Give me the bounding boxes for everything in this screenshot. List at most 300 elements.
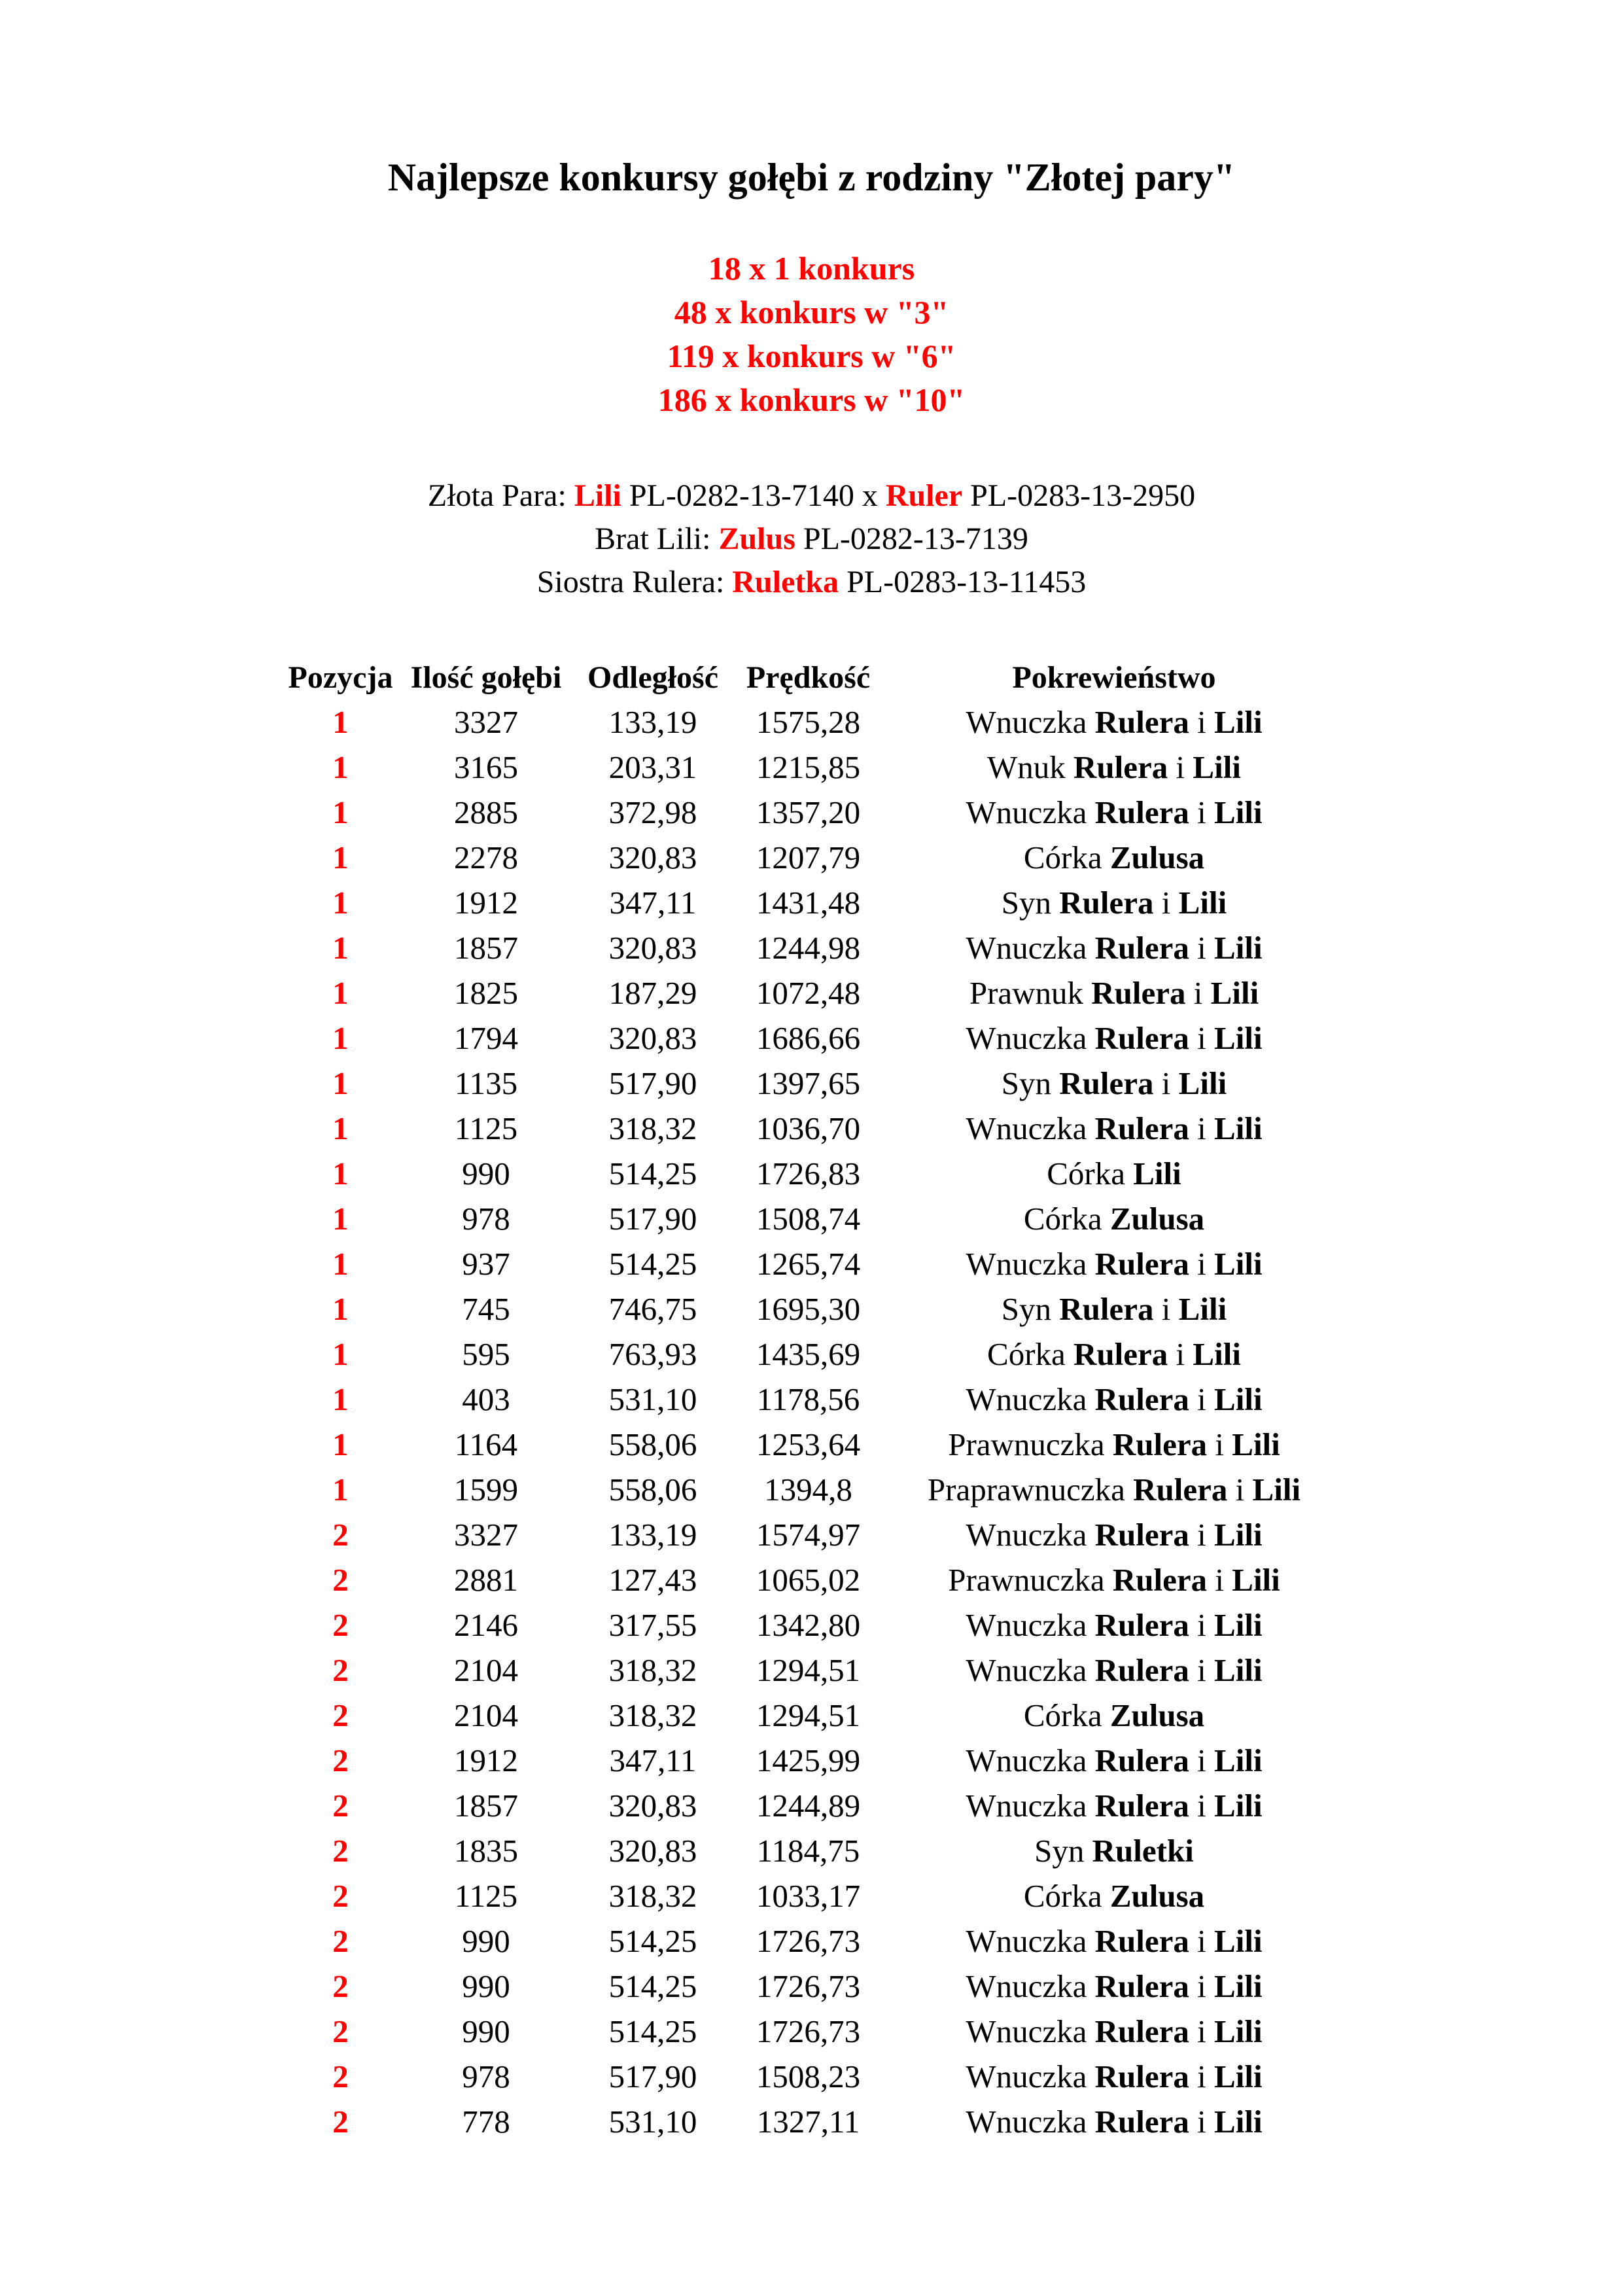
distance-cell: 127,43 xyxy=(608,1562,697,1598)
count-cell: 937 xyxy=(462,1246,510,1282)
count-cell: 1125 xyxy=(454,1878,518,1914)
kinship-cell xyxy=(885,1241,1343,1286)
count-cell: 1794 xyxy=(454,1020,518,1056)
speed-cell: 1435,69 xyxy=(756,1336,861,1372)
pozycja-cell: 1 xyxy=(332,1426,349,1462)
distance-cell: 347,11 xyxy=(609,1742,697,1778)
distance-cell: 320,83 xyxy=(608,1020,697,1056)
pigeon-name: Ruler xyxy=(885,478,963,513)
speed-cell: 1575,28 xyxy=(756,704,861,740)
pozycja-cell: 2 xyxy=(332,2013,349,2049)
distance-cell: 372,98 xyxy=(608,794,697,830)
kinship-joiner: i xyxy=(1189,1607,1215,1643)
pigeon-name: Rulera xyxy=(1094,930,1189,966)
table-row xyxy=(283,970,1343,1016)
table-row xyxy=(283,790,1343,835)
kinship-prefix: Wnuk xyxy=(987,749,1074,785)
speed-cell: 1072,48 xyxy=(756,975,861,1011)
kinship-cell xyxy=(885,1106,1343,1151)
distance-cell: 558,06 xyxy=(608,1472,697,1508)
distance-cell: 558,06 xyxy=(608,1426,697,1462)
count-cell: 2885 xyxy=(454,794,518,830)
table-row xyxy=(283,1738,1343,1783)
stat-line: 18 x 1 konkurs xyxy=(708,250,915,287)
count-cell: 2278 xyxy=(454,839,518,875)
table-row xyxy=(283,1016,1343,1061)
kinship-cell xyxy=(885,1286,1343,1332)
kinship-cell xyxy=(885,1873,1343,1918)
pigeon-name: Rulera xyxy=(1094,2013,1189,2049)
pigeon-name: Lili xyxy=(1232,1426,1280,1462)
pigeon-name: Ruletki xyxy=(1092,1833,1194,1869)
kinship-joiner: i xyxy=(1153,1291,1179,1327)
speed-cell: 1244,98 xyxy=(756,930,861,966)
speed-cell: 1033,17 xyxy=(756,1878,861,1914)
pigeon-name: Lili xyxy=(1214,1517,1263,1553)
kinship-joiner: i xyxy=(1189,1517,1215,1553)
pigeon-name: Ruletka xyxy=(732,565,839,599)
kinship-joiner: i xyxy=(1189,1923,1215,1959)
pigeon-name: Rulera xyxy=(1059,885,1154,921)
distance-cell: 514,25 xyxy=(608,1246,697,1282)
distance-cell: 318,32 xyxy=(608,1652,697,1688)
distance-cell: 133,19 xyxy=(608,704,697,740)
family-line-text: Siostra Rulera: xyxy=(536,565,733,599)
count-cell: 1857 xyxy=(454,930,518,966)
stat-line: 119 x konkurs w "6" xyxy=(667,338,956,374)
kinship-prefix: Wnuczka xyxy=(966,1968,1095,2004)
kinship-joiner: i xyxy=(1189,2013,1215,2049)
kinship-joiner: i xyxy=(1189,794,1215,830)
kinship-prefix: Córka xyxy=(1023,1878,1110,1914)
distance-cell: 320,83 xyxy=(608,1833,697,1869)
count-cell: 595 xyxy=(462,1336,510,1372)
pigeon-name: Rulera xyxy=(1094,2104,1189,2140)
kinship-cell xyxy=(885,699,1343,745)
pozycja-cell: 1 xyxy=(332,1246,349,1282)
pigeon-name: Rulera xyxy=(1094,794,1189,830)
pozycja-cell: 1 xyxy=(332,885,349,921)
pigeon-name: Lili xyxy=(1214,2104,1263,2140)
kinship-prefix: Córka xyxy=(1023,1697,1110,1733)
pozycja-cell: 2 xyxy=(332,1652,349,1688)
kinship-prefix: Córka xyxy=(1023,839,1110,875)
pozycja-cell: 2 xyxy=(332,2104,349,2140)
table-row xyxy=(283,1151,1343,1196)
speed-cell: 1253,64 xyxy=(756,1426,861,1462)
table-row xyxy=(283,1377,1343,1422)
kinship-prefix: Córka xyxy=(1023,1201,1110,1237)
speed-cell: 1184,75 xyxy=(756,1833,860,1869)
pigeon-name: Rulera xyxy=(1094,1923,1189,1959)
kinship-cell xyxy=(885,2099,1343,2144)
pigeon-name: Rulera xyxy=(1094,1381,1189,1417)
pigeon-name: Zulusa xyxy=(1109,1878,1205,1914)
count-cell: 2104 xyxy=(454,1697,518,1733)
table-row xyxy=(283,1828,1343,1873)
distance-cell: 318,32 xyxy=(608,1110,697,1146)
pigeon-name: Rulera xyxy=(1094,1968,1189,2004)
kinship-cell xyxy=(885,2054,1343,2099)
kinship-cell xyxy=(885,1332,1343,1377)
speed-cell: 1207,79 xyxy=(756,839,861,875)
speed-cell: 1294,51 xyxy=(756,1652,861,1688)
kinship-prefix: Wnuczka xyxy=(966,930,1095,966)
pigeon-name: Zulus xyxy=(718,521,795,556)
pigeon-name: Rulera xyxy=(1133,1472,1228,1508)
pozycja-cell: 2 xyxy=(332,1742,349,1778)
speed-cell: 1265,74 xyxy=(756,1246,861,1282)
kinship-cell xyxy=(885,1557,1343,1602)
pigeon-name: Lili xyxy=(1214,1652,1263,1688)
pigeon-name: Lili xyxy=(1214,1246,1263,1282)
kinship-cell xyxy=(885,2009,1343,2054)
count-cell: 778 xyxy=(462,2104,510,2140)
pigeon-name: Lili xyxy=(1133,1156,1181,1192)
distance-cell: 517,90 xyxy=(608,1201,697,1237)
table-row xyxy=(283,1286,1343,1332)
count-cell: 1164 xyxy=(454,1426,518,1462)
pigeon-name: Lili xyxy=(1252,1472,1301,1508)
speed-cell: 1508,74 xyxy=(756,1201,861,1237)
pigeon-name: Rulera xyxy=(1094,704,1189,740)
kinship-cell xyxy=(885,1693,1343,1738)
speed-cell: 1726,73 xyxy=(756,1923,861,1959)
distance-cell: 320,83 xyxy=(608,839,697,875)
kinship-joiner: i xyxy=(1189,1652,1215,1688)
distance-cell: 514,25 xyxy=(608,1923,697,1959)
pigeon-name: Lili xyxy=(1193,749,1241,785)
distance-cell: 514,25 xyxy=(608,1156,697,1192)
pozycja-cell: 1 xyxy=(332,794,349,830)
count-cell: 1912 xyxy=(454,885,518,921)
col-header-predkosc: Prędkość xyxy=(746,660,871,695)
pozycja-cell: 1 xyxy=(332,1201,349,1237)
distance-cell: 317,55 xyxy=(608,1607,697,1643)
pigeon-name: Lili xyxy=(574,478,621,513)
distance-cell: 531,10 xyxy=(608,1381,697,1417)
results-table-header xyxy=(283,655,1343,699)
count-cell: 1835 xyxy=(454,1833,518,1869)
kinship-prefix: Syn xyxy=(1034,1833,1092,1869)
kinship-prefix: Córka xyxy=(1047,1156,1134,1192)
pozycja-cell: 1 xyxy=(332,930,349,966)
distance-cell: 517,90 xyxy=(608,2058,697,2094)
pigeon-name: Rulera xyxy=(1091,975,1186,1011)
pigeon-name: Rulera xyxy=(1094,1246,1189,1282)
pigeon-name: Rulera xyxy=(1094,1020,1189,1056)
pigeon-name: Zulusa xyxy=(1109,1201,1205,1237)
speed-cell: 1695,30 xyxy=(756,1291,861,1327)
pigeon-name: Lili xyxy=(1214,930,1263,966)
count-cell: 990 xyxy=(462,1156,510,1192)
kinship-joiner: i xyxy=(1207,1426,1232,1462)
pigeon-name: Lili xyxy=(1214,2058,1263,2094)
count-cell: 1125 xyxy=(454,1110,518,1146)
table-row xyxy=(283,1783,1343,1828)
speed-cell: 1178,56 xyxy=(756,1381,860,1417)
distance-cell: 320,83 xyxy=(608,930,697,966)
pigeon-name: Rulera xyxy=(1094,1110,1189,1146)
family-line-text: PL-0282-13-7139 xyxy=(795,521,1028,556)
distance-cell: 318,32 xyxy=(608,1697,697,1733)
kinship-cell xyxy=(885,1422,1343,1467)
pigeon-name: Rulera xyxy=(1112,1562,1208,1598)
kinship-joiner: i xyxy=(1189,704,1215,740)
kinship-prefix: Prawnuczka xyxy=(948,1426,1113,1462)
pigeon-name: Rulera xyxy=(1059,1291,1154,1327)
kinship-cell xyxy=(885,1738,1343,1783)
kinship-joiner: i xyxy=(1227,1472,1253,1508)
distance-cell: 347,11 xyxy=(609,885,697,921)
distance-cell: 763,93 xyxy=(608,1336,697,1372)
results-table xyxy=(283,655,1343,2144)
pozycja-cell: 1 xyxy=(332,749,349,785)
kinship-prefix: Wnuczka xyxy=(966,2104,1095,2140)
distance-cell: 318,32 xyxy=(608,1878,697,1914)
count-cell: 3327 xyxy=(454,704,518,740)
distance-cell: 203,31 xyxy=(608,749,697,785)
count-cell: 745 xyxy=(462,1291,510,1327)
kinship-prefix: Wnuczka xyxy=(966,1110,1095,1146)
table-row xyxy=(283,1602,1343,1648)
count-cell: 990 xyxy=(462,1923,510,1959)
results-tbody xyxy=(283,699,1343,2144)
distance-cell: 746,75 xyxy=(608,1291,697,1327)
pozycja-cell: 2 xyxy=(332,1607,349,1643)
kinship-joiner: i xyxy=(1207,1562,1232,1598)
speed-cell: 1394,8 xyxy=(764,1472,852,1508)
kinship-joiner: i xyxy=(1189,1020,1215,1056)
pigeon-name: Lili xyxy=(1214,1968,1263,2004)
kinship-cell xyxy=(885,1151,1343,1196)
contest-stats xyxy=(0,247,1623,422)
family-line-text: Złota Para: xyxy=(427,478,574,513)
kinship-prefix: Wnuczka xyxy=(966,1246,1095,1282)
pigeon-name: Rulera xyxy=(1059,1065,1154,1101)
kinship-prefix: Praprawnuczka xyxy=(927,1472,1134,1508)
table-row xyxy=(283,699,1343,745)
kinship-cell xyxy=(885,1918,1343,1964)
kinship-joiner: i xyxy=(1189,1788,1215,1824)
family-line xyxy=(0,561,1623,604)
family-line xyxy=(0,518,1623,561)
table-row xyxy=(283,1422,1343,1467)
pigeon-name: Lili xyxy=(1178,885,1227,921)
kinship-prefix: Syn xyxy=(1001,1291,1060,1327)
kinship-joiner: i xyxy=(1168,1336,1193,1372)
pigeon-name: Rulera xyxy=(1094,1517,1189,1553)
pozycja-cell: 2 xyxy=(332,1923,349,1959)
table-row xyxy=(283,1964,1343,2009)
pozycja-cell: 1 xyxy=(332,1020,349,1056)
family-line xyxy=(0,474,1623,518)
kinship-prefix: Wnuczka xyxy=(966,1020,1095,1056)
kinship-joiner: i xyxy=(1189,1742,1215,1778)
count-cell: 1135 xyxy=(454,1065,518,1101)
kinship-joiner: i xyxy=(1189,1381,1215,1417)
table-row xyxy=(283,745,1343,790)
table-row xyxy=(283,1557,1343,1602)
kinship-joiner: i xyxy=(1189,930,1215,966)
table-row xyxy=(283,1693,1343,1738)
pozycja-cell: 1 xyxy=(332,1336,349,1372)
speed-cell: 1294,51 xyxy=(756,1697,861,1733)
count-cell: 978 xyxy=(462,2058,510,2094)
count-cell: 1857 xyxy=(454,1788,518,1824)
pigeon-name: Rulera xyxy=(1094,1742,1189,1778)
distance-cell: 187,29 xyxy=(608,975,697,1011)
kinship-joiner: i xyxy=(1189,2104,1215,2140)
pigeon-name: Zulusa xyxy=(1109,1697,1205,1733)
pozycja-cell: 1 xyxy=(332,1065,349,1101)
pozycja-cell: 1 xyxy=(332,839,349,875)
stat-line: 186 x konkurs w "10" xyxy=(657,381,966,418)
count-cell: 3327 xyxy=(454,1517,518,1553)
kinship-prefix: Wnuczka xyxy=(966,2058,1095,2094)
table-row xyxy=(283,1648,1343,1693)
kinship-prefix: Wnuczka xyxy=(966,1381,1095,1417)
table-row xyxy=(283,1873,1343,1918)
kinship-cell xyxy=(885,835,1343,880)
kinship-joiner: i xyxy=(1168,749,1193,785)
kinship-prefix: Wnuczka xyxy=(966,1742,1095,1778)
pigeon-name: Rulera xyxy=(1094,2058,1189,2094)
table-row xyxy=(283,1918,1343,1964)
kinship-prefix: Wnuczka xyxy=(966,2013,1095,2049)
pigeon-name: Lili xyxy=(1214,1788,1263,1824)
kinship-cell xyxy=(885,925,1343,970)
count-cell: 1825 xyxy=(454,975,518,1011)
kinship-prefix: Wnuczka xyxy=(966,1517,1095,1553)
count-cell: 978 xyxy=(462,1201,510,1237)
pigeon-name: Zulusa xyxy=(1109,839,1205,875)
count-cell: 3165 xyxy=(454,749,518,785)
distance-cell: 531,10 xyxy=(608,2104,697,2140)
speed-cell: 1726,73 xyxy=(756,2013,861,2049)
pozycja-cell: 1 xyxy=(332,1381,349,1417)
pozycja-cell: 2 xyxy=(332,1697,349,1733)
pozycja-cell: 2 xyxy=(332,1517,349,1553)
distance-cell: 514,25 xyxy=(608,1968,697,2004)
table-row xyxy=(283,2099,1343,2144)
kinship-joiner: i xyxy=(1189,1110,1215,1146)
pozycja-cell: 1 xyxy=(332,1156,349,1192)
speed-cell: 1508,23 xyxy=(756,2058,861,2094)
pozycja-cell: 2 xyxy=(332,1788,349,1824)
page-title: Najlepsze konkursy gołębi z rodziny "Złotej pary" xyxy=(387,156,1236,199)
family-lines xyxy=(0,474,1623,604)
pozycja-cell: 1 xyxy=(332,704,349,740)
pigeon-name: Lili xyxy=(1214,1110,1263,1146)
family-line-text: PL-0282-13-7140 x xyxy=(621,478,886,513)
col-header-pokrewienstwo: Pokrewieństwo xyxy=(1012,660,1216,695)
speed-cell: 1726,73 xyxy=(756,1968,861,2004)
pozycja-cell: 2 xyxy=(332,1562,349,1598)
header-row xyxy=(283,655,1343,699)
table-row xyxy=(283,1061,1343,1106)
pigeon-name: Lili xyxy=(1214,2013,1263,2049)
speed-cell: 1342,80 xyxy=(756,1607,861,1643)
count-cell: 2881 xyxy=(454,1562,518,1598)
kinship-prefix: Wnuczka xyxy=(966,704,1095,740)
table-row xyxy=(283,1241,1343,1286)
pigeon-name: Lili xyxy=(1214,1607,1263,1643)
stat-line: 48 x konkurs w "3" xyxy=(674,294,949,330)
pigeon-name: Rulera xyxy=(1073,749,1168,785)
count-cell: 403 xyxy=(462,1381,510,1417)
kinship-prefix: Wnuczka xyxy=(966,1607,1095,1643)
table-row xyxy=(283,2009,1343,2054)
pigeon-name: Lili xyxy=(1193,1336,1241,1372)
family-line-text: Brat Lili: xyxy=(595,521,719,556)
kinship-cell xyxy=(885,880,1343,925)
kinship-joiner: i xyxy=(1189,1968,1215,2004)
pigeon-name: Lili xyxy=(1214,1381,1263,1417)
pigeon-name: Lili xyxy=(1214,1020,1263,1056)
speed-cell: 1686,66 xyxy=(756,1020,861,1056)
kinship-cell xyxy=(885,790,1343,835)
pigeon-name: Lili xyxy=(1210,975,1259,1011)
kinship-joiner: i xyxy=(1153,1065,1179,1101)
kinship-cell xyxy=(885,1648,1343,1693)
col-header-pozycja: Pozycja xyxy=(288,660,393,695)
kinship-prefix: Wnuczka xyxy=(966,1652,1095,1688)
table-row xyxy=(283,1467,1343,1512)
kinship-cell xyxy=(885,745,1343,790)
kinship-prefix: Wnuczka xyxy=(966,794,1095,830)
pigeon-name: Lili xyxy=(1214,1742,1263,1778)
col-header-odleglosc: Odległość xyxy=(587,660,718,695)
table-row xyxy=(283,1332,1343,1377)
pozycja-cell: 2 xyxy=(332,1878,349,1914)
table-row xyxy=(283,835,1343,880)
speed-cell: 1357,20 xyxy=(756,794,861,830)
pigeon-name: Lili xyxy=(1232,1562,1280,1598)
table-row xyxy=(283,2054,1343,2099)
kinship-joiner: i xyxy=(1189,2058,1215,2094)
kinship-prefix: Wnuczka xyxy=(966,1923,1095,1959)
count-cell: 990 xyxy=(462,1968,510,2004)
kinship-cell xyxy=(885,1016,1343,1061)
speed-cell: 1327,11 xyxy=(756,2104,860,2140)
table-row xyxy=(283,1106,1343,1151)
kinship-cell xyxy=(885,1783,1343,1828)
pigeon-name: Rulera xyxy=(1094,1788,1189,1824)
speed-cell: 1215,85 xyxy=(756,749,861,785)
count-cell: 1912 xyxy=(454,1742,518,1778)
family-line-text: PL-0283-13-2950 xyxy=(962,478,1196,513)
pozycja-cell: 1 xyxy=(332,1291,349,1327)
kinship-cell xyxy=(885,1964,1343,2009)
distance-cell: 517,90 xyxy=(608,1065,697,1101)
count-cell: 990 xyxy=(462,2013,510,2049)
kinship-joiner: i xyxy=(1153,885,1179,921)
kinship-cell xyxy=(885,970,1343,1016)
pozycja-cell: 1 xyxy=(332,1472,349,1508)
kinship-cell xyxy=(885,1828,1343,1873)
kinship-cell xyxy=(885,1467,1343,1512)
pigeon-name: Lili xyxy=(1178,1065,1227,1101)
family-line-text: PL-0283-13-11453 xyxy=(839,565,1087,599)
speed-cell: 1425,99 xyxy=(756,1742,861,1778)
pozycja-cell: 2 xyxy=(332,1833,349,1869)
pigeon-name: Lili xyxy=(1178,1291,1227,1327)
pigeon-name: Rulera xyxy=(1112,1426,1208,1462)
pozycja-cell: 1 xyxy=(332,1110,349,1146)
kinship-prefix: Prawnuczka xyxy=(948,1562,1113,1598)
speed-cell: 1431,48 xyxy=(756,885,861,921)
